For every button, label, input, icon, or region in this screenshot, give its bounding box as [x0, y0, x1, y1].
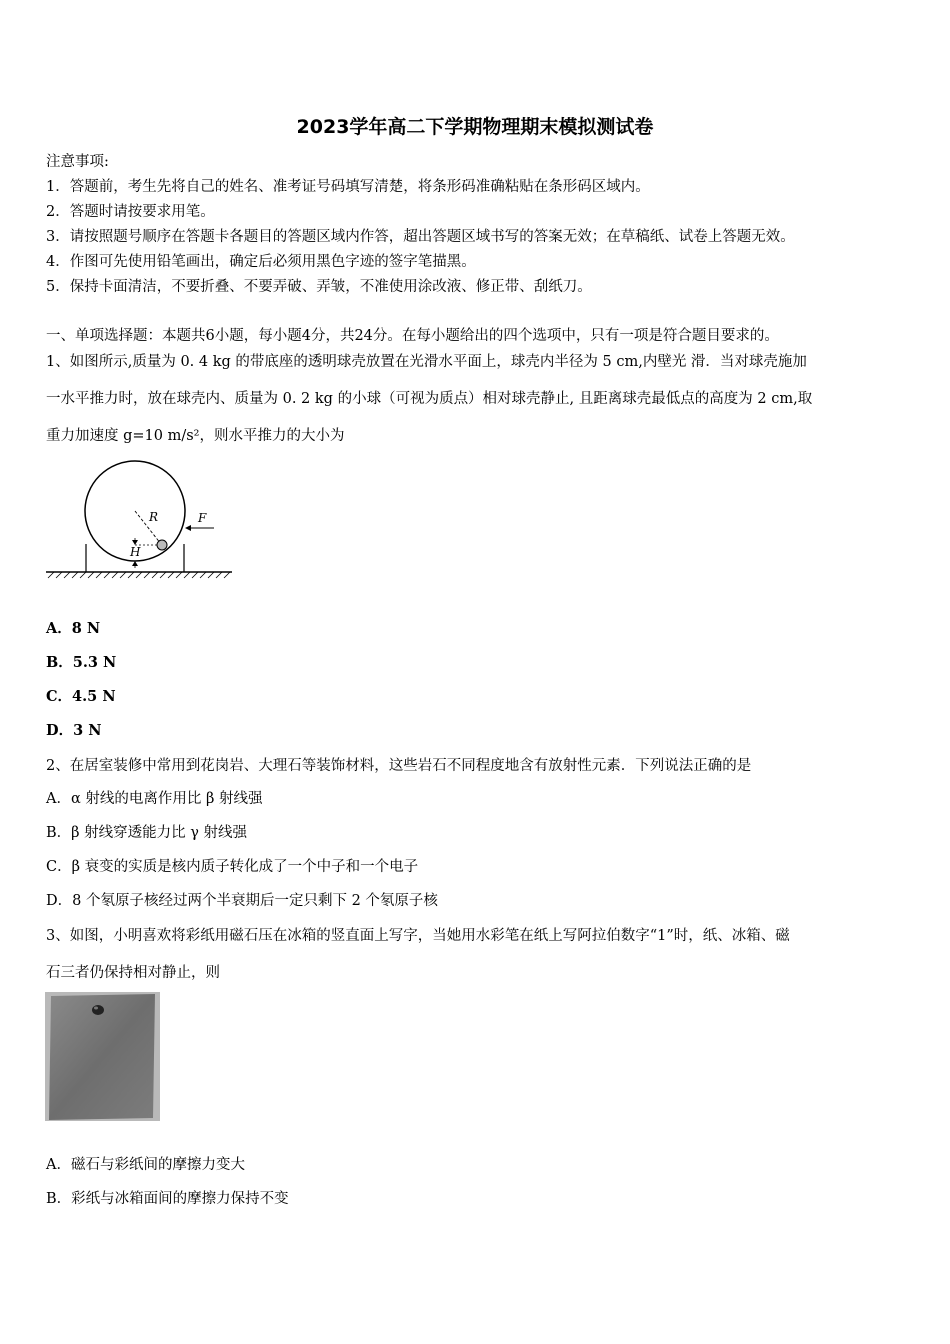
notice-item: 5．保持卡面清洁，不要折叠、不要弄破、弄皱，不准使用涂改液、修正带、刮纸刀。	[46, 279, 592, 295]
section-heading: 一、单项选择题：本题共6小题，每小题4分，共24分。在每小题给出的四个选项中，只有一项是符合题目要求的。	[46, 328, 779, 344]
option-d: D．8 个氡原子核经过两个半衰期后一定只剩下 2 个氡原子核	[46, 893, 438, 909]
option-c: C．β 衰变的实质是核内质子转化成了一个中子和一个电子	[46, 859, 419, 875]
question-2-stem: 2、在居室装修中常用到花岗岩、大理石等装饰材料，这些岩石不同程度地含有放射性元素．下列说法正确的是	[46, 758, 752, 774]
page-title: 2023学年高二下学期物理期末模拟测试卷	[296, 116, 654, 138]
question-1-stem: 1、如图所示,质量为 0. 4 kg 的带底座的透明球壳放置在光滑水平面上，球壳内半径为 5 cm,内壁光 滑．当对球壳施加	[46, 354, 807, 370]
fridge-paper-photo	[45, 992, 160, 1121]
notice-heading: 注意事项:	[46, 154, 109, 170]
option-a: A．磁石与彩纸间的摩擦力变大	[46, 1157, 245, 1173]
height-label: H	[130, 545, 141, 559]
question-1-stem: 一水平推力时，放在球壳内、质量为 0. 2 kg 的小球（可视为质点）相对球壳静止, 且距离球壳最低点的高度为 2 cm,取	[46, 391, 813, 407]
notice-item: 4．作图可先使用铅笔画出，确定后必须用黑色字迹的签字笔描黑。	[46, 254, 476, 270]
question-3-stem: 石三者仍保持相对静止，则	[46, 965, 220, 981]
notice-item: 3．请按照题号顺序在答题卡各题目的答题区域内作答，超出答题区域书写的答案无效；在草稿纸、试卷上答题无效。	[46, 229, 795, 245]
option-b: B．彩纸与冰箱面间的摩擦力保持不变	[46, 1191, 289, 1207]
option-a: A．8 N	[46, 620, 101, 637]
option-d: D．3 N	[46, 722, 102, 739]
notice-item: 2．答题时请按要求用笔。	[46, 204, 215, 220]
option-c: C．4.5 N	[46, 688, 116, 705]
option-b: B．β 射线穿透能力比 γ 射线强	[46, 825, 248, 841]
radius-label: R	[149, 510, 159, 524]
notice-item: 1．答题前，考生先将自己的姓名、准考证号码填写清楚，将条形码准确粘贴在条形码区域内。	[46, 179, 650, 195]
option-b: B．5.3 N	[46, 654, 117, 671]
question-3-stem: 3、如图，小明喜欢将彩纸用磁石压在冰箱的竖直面上写字，当她用水彩笔在纸上写阿拉伯数字“1”时，纸、冰箱、磁	[46, 928, 790, 944]
force-label: F	[198, 511, 207, 525]
question-1-stem: 重力加速度 g=10 m/s²，则水平推力的大小为	[46, 428, 345, 444]
option-a: A．α 射线的电离作用比 β 射线强	[46, 791, 263, 807]
sphere-shell-figure	[44, 458, 234, 584]
